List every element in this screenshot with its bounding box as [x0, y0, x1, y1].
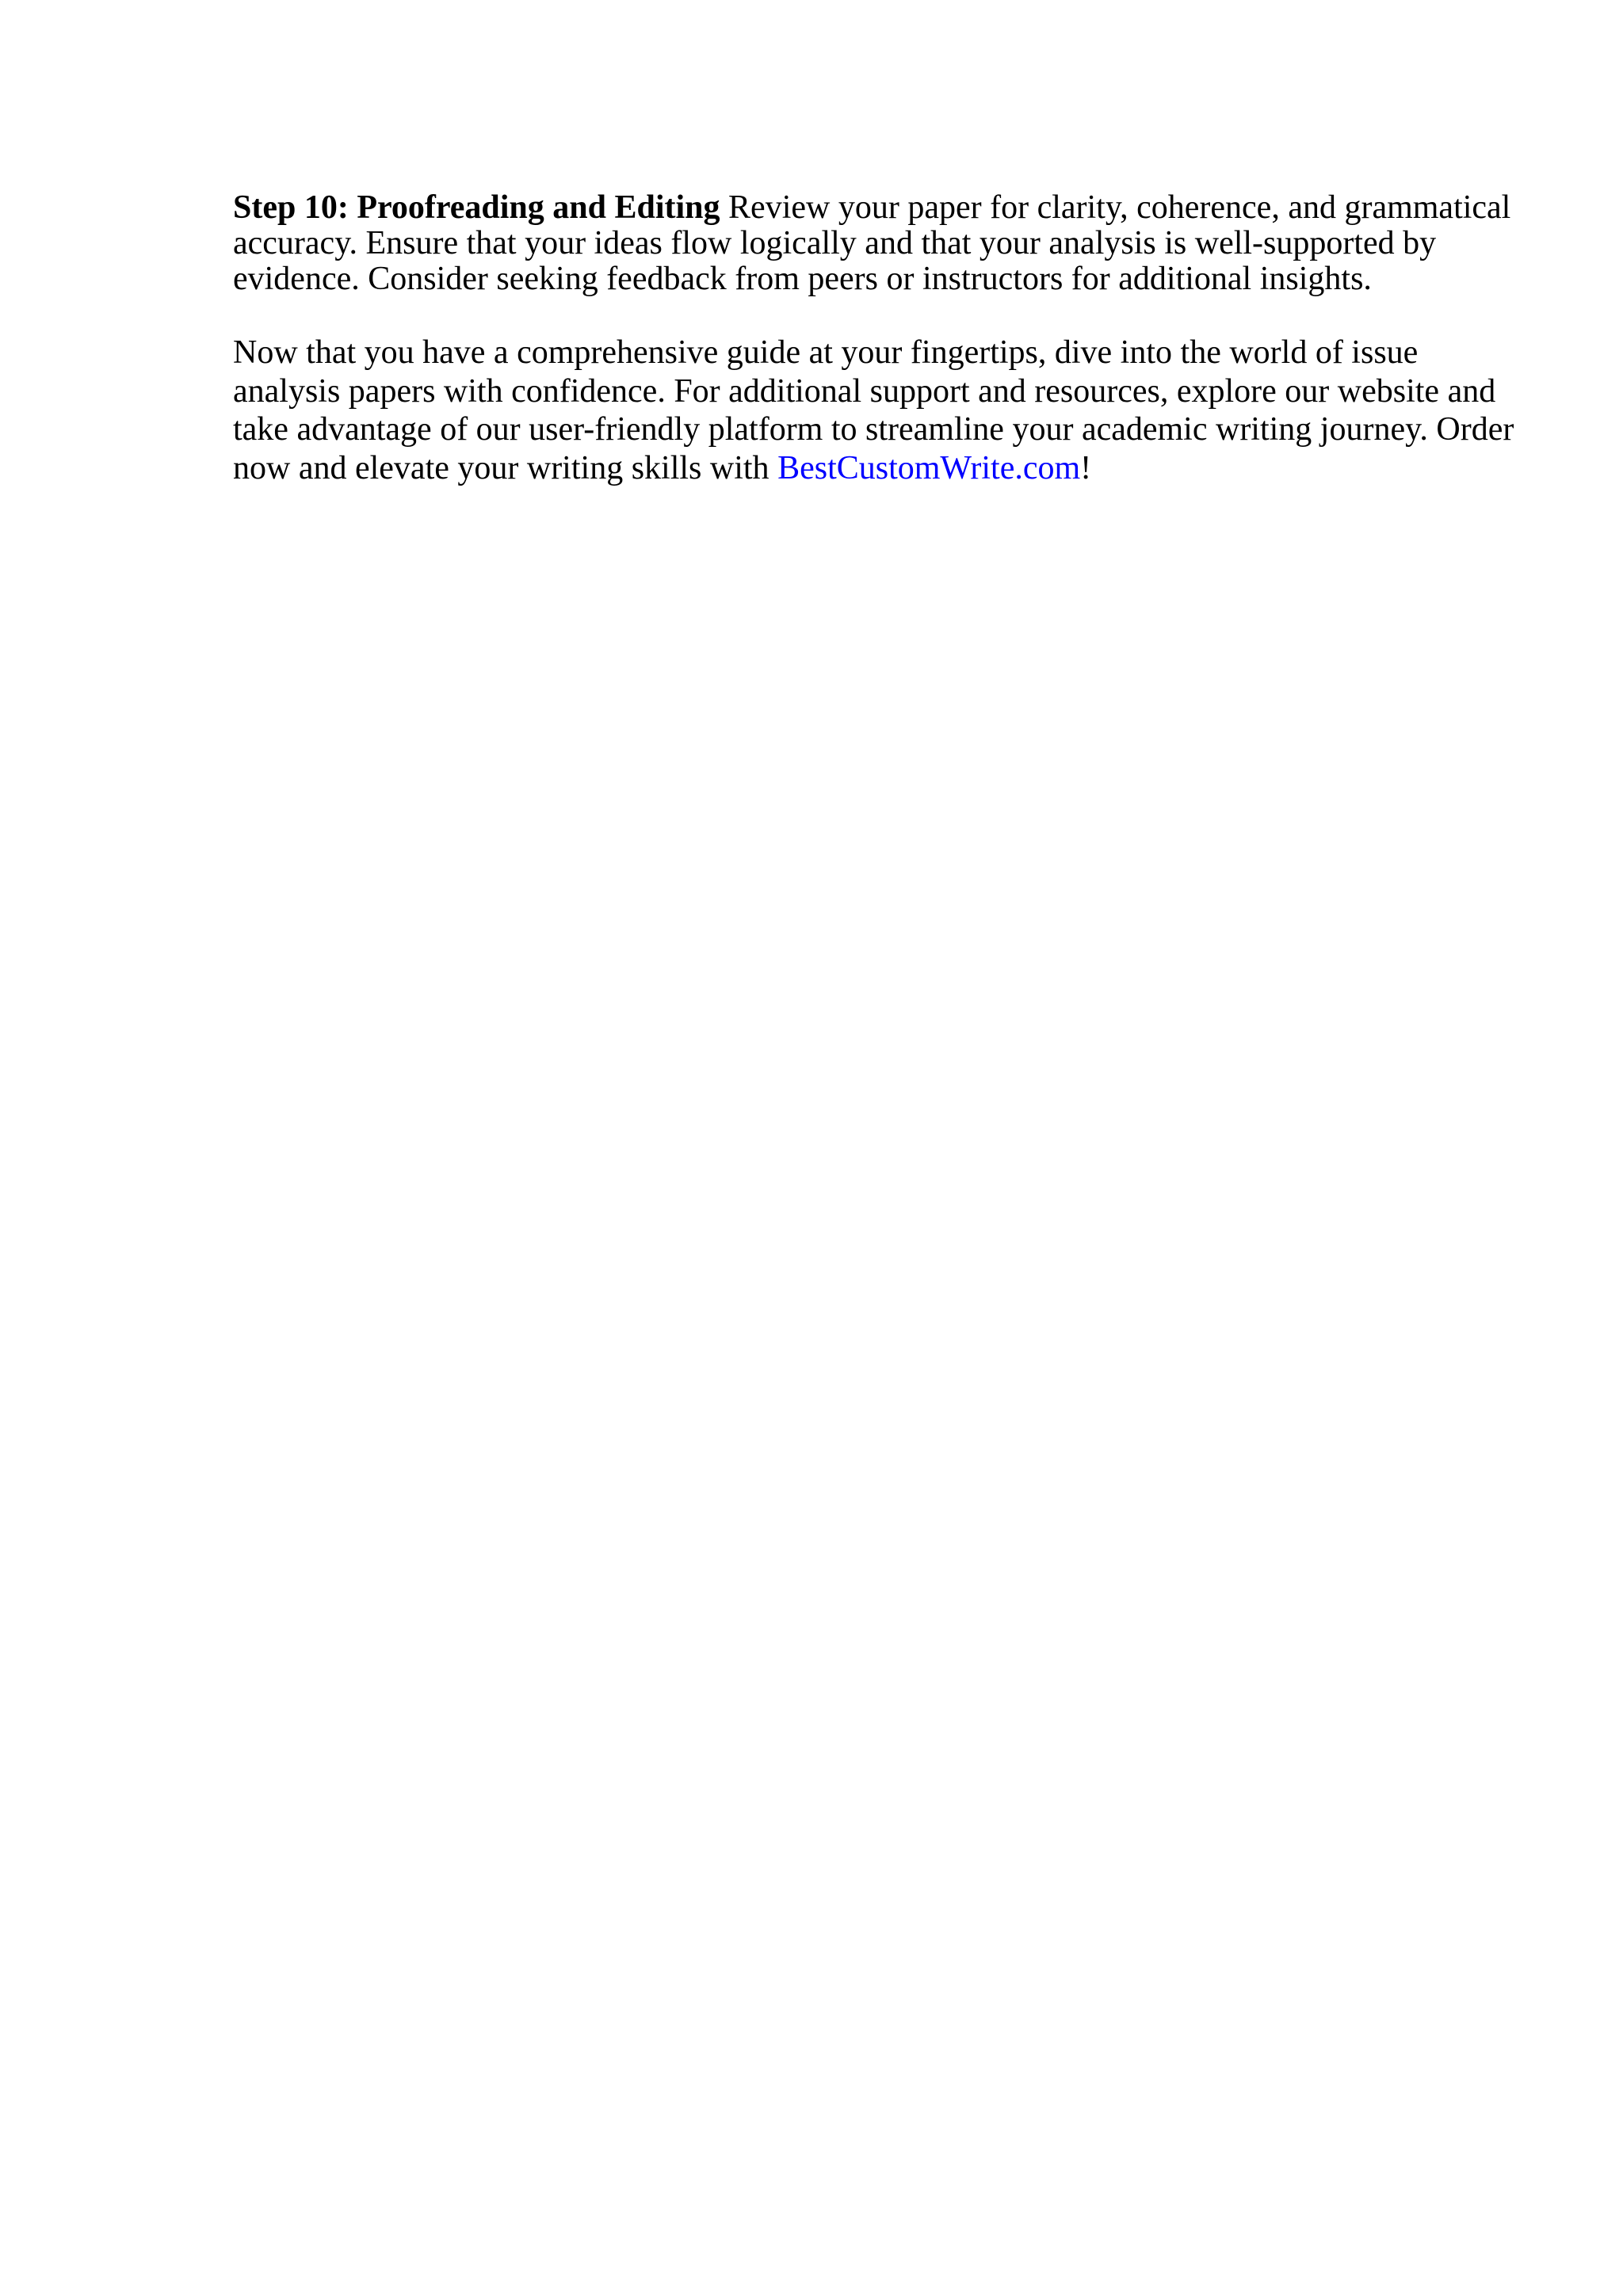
step-body-text: Review your paper for clarity, coherence, and grammatical accuracy. Ensure that your ideas flow logically and that your analysis is well-supported by evidence. Consider seeking feedback from peers or instructors for additional insights. [233, 189, 1511, 297]
closing-paragraph [233, 334, 1525, 487]
closing-text: Now that you have a comprehensive guide at your fingertips, dive into the world of issue analysis papers with confidence. For additional support and resources, explore our website and take advantage of our user-friendly platform to streamline your academic writing journey. Order now and elevate your writing skills with [233, 334, 1514, 486]
step-heading: Step 10: Proofreading and Editing [233, 189, 720, 226]
site-link[interactable]: BestCustomWrite.com [777, 449, 1081, 486]
step-paragraph [233, 190, 1525, 297]
document-body [233, 190, 1525, 487]
closing-punctuation: ! [1080, 449, 1092, 486]
